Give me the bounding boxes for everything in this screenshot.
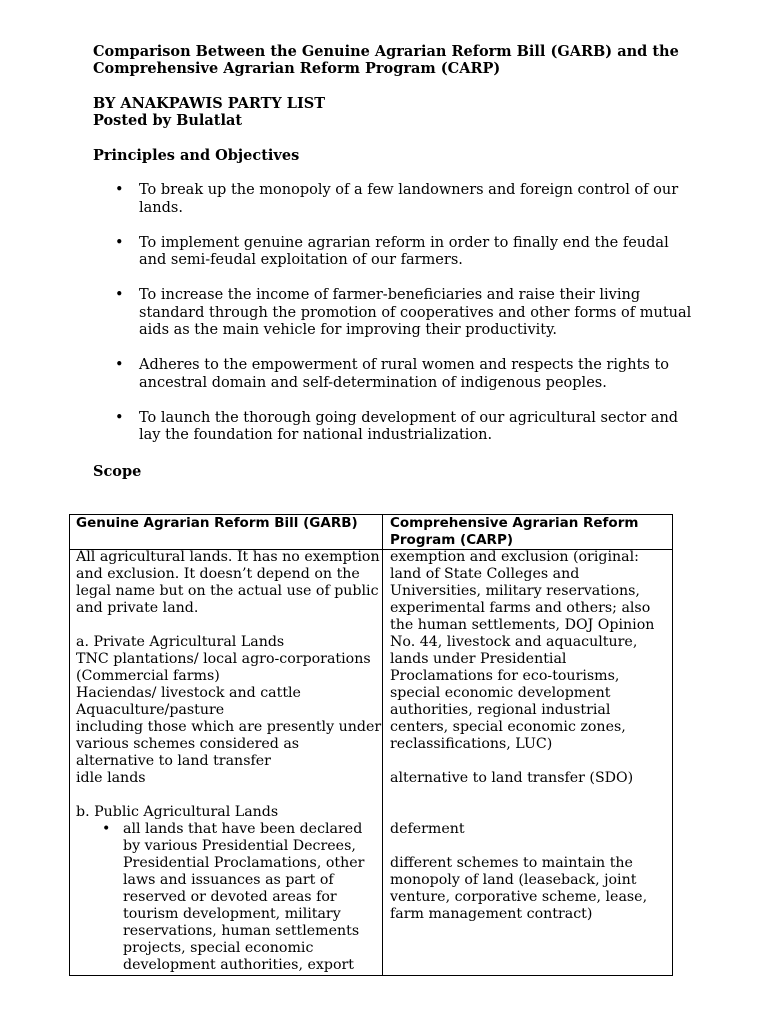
garb-text-line: a. Private Agricultural Lands [76, 634, 285, 650]
carp-text-line: No. 44, livestock and aquaculture, [390, 634, 638, 650]
carp-text-line: special economic development [390, 685, 611, 701]
byline-block [93, 95, 325, 129]
garb-text-line: and exclusion. It doesn’t depend on the [76, 566, 360, 582]
carp-text-line: Universities, military reservations, [390, 583, 640, 599]
objective-text-line: standard through the promotion of cooperatives and other forms of mutual [139, 304, 692, 321]
garb-text-line: TNC plantations/ local agro-corporations [76, 651, 371, 667]
objective-text-line: To break up the monopoly of a few landowners and foreign control of our [139, 182, 679, 198]
objective-text-line: lay the foundation for national industrialization. [139, 427, 493, 443]
carp-text-line: Proclamations for eco-tourisms, [390, 668, 620, 684]
bullet-marker: • [115, 357, 124, 373]
carp-text-line: alternative to land transfer (SDO) [390, 770, 634, 786]
garb-sub-bullet [76, 821, 380, 974]
carp-text-line [390, 753, 670, 770]
carp-text-line [390, 787, 670, 804]
carp-text-line: land of State Colleges and [390, 566, 580, 582]
garb-text-line: various schemes considered as [76, 736, 300, 752]
objective-text-line: To increase the income of farmer-beneficiaries and raise their living [139, 287, 641, 303]
table-header-garb [76, 515, 358, 532]
carp-text-line [390, 804, 670, 821]
objectives-list [93, 182, 693, 462]
carp-text-line: monopoly of land (leaseback, joint [390, 872, 637, 888]
garb-sub-bullet-line: by various Presidential Decrees, [123, 838, 356, 854]
garb-sub-bullet-line: Presidential Proclamations, other [123, 855, 365, 871]
garb-text-line: (Commercial farms) [76, 668, 220, 684]
objective-item [93, 410, 693, 445]
carp-text-line: experimental farms and others; also [390, 600, 651, 616]
garb-text [76, 549, 380, 821]
objective-item [93, 235, 693, 270]
objective-item [93, 287, 693, 340]
carp-text-line: exemption and exclusion (original: [390, 549, 639, 565]
garb-text-line: Haciendas/ livestock and cattle [76, 685, 301, 701]
carp-text-line: centers, special economic zones, [390, 719, 626, 735]
bullet-marker: • [115, 287, 124, 303]
objective-text-line: To implement genuine agrarian reform in order to finally end the feudal [139, 234, 669, 251]
garb-sub-bullet-line: tourism development, military [123, 906, 341, 922]
table-cell-garb [76, 549, 380, 974]
objective-text-line: Adheres to the empowerment of rural women and respects the rights to [139, 357, 670, 373]
garb-sub-bullet-line: reserved or devoted areas for [123, 889, 337, 905]
table-cell-carp [390, 549, 670, 923]
carp-text-line: reclassifications, LUC) [390, 736, 553, 752]
garb-text-line: All agricultural lands. It has no exemption [76, 549, 380, 565]
posted-by: Posted by Bulatlat [93, 112, 243, 129]
objective-item [93, 182, 693, 217]
bullet-marker: • [115, 182, 124, 198]
header-text-line: Program (CARP) [390, 532, 514, 548]
garb-sub-bullet-line: development authorities, export [123, 957, 354, 973]
garb-text-line [76, 617, 380, 634]
objective-text-line: lands. [139, 199, 183, 216]
principles-heading: Principles and Objectives [93, 147, 300, 164]
header-text-line: Comprehensive Agrarian Reform [390, 515, 639, 531]
objective-text-line: To launch the thorough going development of our agricultural sector and [139, 409, 679, 426]
table-column-divider [382, 515, 383, 975]
carp-text-line: deferment [390, 821, 465, 837]
document-title [93, 43, 693, 77]
objective-text-line: aids as the main vehicle for improving their productivity. [139, 322, 557, 338]
garb-text-line [76, 787, 380, 804]
carp-text-line: lands under Presidential [390, 651, 567, 667]
garb-text-line: idle lands [76, 770, 146, 786]
bullet-marker: • [115, 234, 124, 251]
objective-text-line: and semi-feudal exploitation of our farmers. [139, 252, 463, 268]
scope-heading: Scope [93, 463, 142, 480]
garb-sub-bullet-line: laws and issuances as part of [123, 872, 334, 888]
objective-text-line: ancestral domain and self-determination of indigenous peoples. [139, 374, 607, 391]
carp-text-line: authorities, regional industrial [390, 702, 611, 718]
garb-text-line: including those which are presently under [76, 719, 382, 735]
carp-text-line: venture, corporative scheme, lease, [390, 889, 648, 905]
byline: BY ANAKPAWIS PARTY LIST [93, 95, 326, 112]
garb-sub-bullet-line: projects, special economic [123, 940, 314, 956]
garb-sub-bullet-line: all lands that have been declared [123, 821, 363, 837]
garb-text-line: and private land. [76, 600, 199, 616]
table-header-carp [390, 515, 638, 549]
carp-text-line [390, 838, 670, 855]
sub-bullet-marker: • [102, 821, 111, 837]
carp-text [390, 549, 670, 923]
title-line-1: Comparison Between the Genuine Agrarian Reform Bill (GARB) and the [93, 43, 679, 60]
header-text-line: Genuine Agrarian Reform Bill (GARB) [76, 515, 358, 531]
carp-text-line: different schemes to maintain the [390, 855, 633, 871]
garb-sub-bullet-line: reservations, human settlements [123, 923, 360, 939]
carp-text-line: farm management contract) [390, 906, 593, 922]
title-line-2: Comprehensive Agrarian Reform Program (CARP) [93, 60, 501, 77]
garb-text-line: Aquaculture/pasture [76, 702, 225, 718]
bullet-marker: • [115, 409, 124, 426]
objective-item [93, 357, 693, 392]
garb-text-line: legal name but on the actual use of public [76, 583, 379, 599]
carp-text-line: the human settlements, DOJ Opinion [390, 617, 655, 633]
garb-text-line: b. Public Agricultural Lands [76, 804, 279, 820]
garb-text-line: alternative to land transfer [76, 753, 271, 769]
scope-comparison-table [69, 514, 673, 976]
